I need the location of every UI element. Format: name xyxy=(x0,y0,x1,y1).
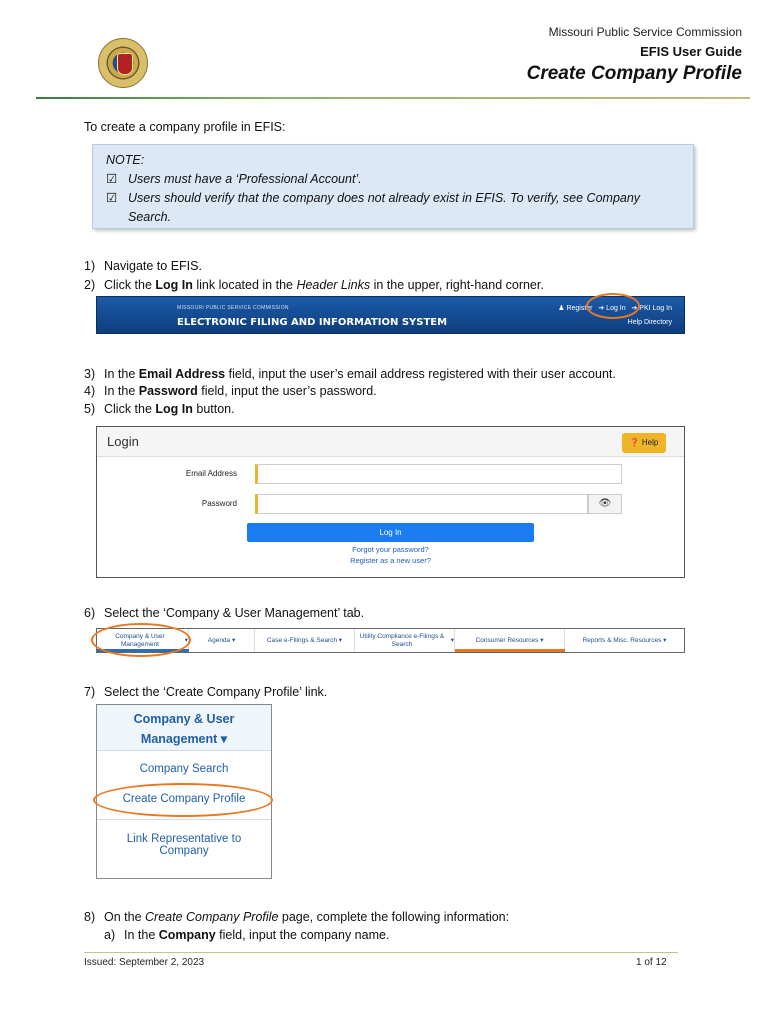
step-number: 6) xyxy=(84,606,96,620)
step-4 xyxy=(84,384,377,398)
step-3 xyxy=(84,367,616,381)
create-company-profile-link[interactable]: Create Company Profile xyxy=(122,793,246,805)
step-6 xyxy=(84,606,364,620)
step-text: in the upper, right-hand corner. xyxy=(370,278,544,292)
menu-item-line: Company xyxy=(159,845,209,857)
company-menu-screenshot xyxy=(96,704,272,879)
login-label: Log In xyxy=(606,305,626,312)
tab-label: Reports & Misc. Resources xyxy=(582,636,662,644)
login-button[interactable]: Log In xyxy=(247,523,534,542)
step-7 xyxy=(84,685,327,699)
header-organization: Missouri Public Service Commission xyxy=(548,25,742,39)
step-number: 5) xyxy=(84,402,96,416)
step-bold: Log In xyxy=(155,402,193,416)
note-item-text: Users must have a ‘Professional Account’. xyxy=(128,172,362,186)
register-link[interactable]: ♟ Register xyxy=(558,305,593,312)
register-new-user-link[interactable]: Register as a new user? xyxy=(350,556,431,565)
step-text: page, complete the following information: xyxy=(278,910,510,924)
step-1 xyxy=(84,259,202,273)
email-label: Email Address xyxy=(185,469,237,478)
login-panel-screenshot xyxy=(96,426,685,578)
step-8a xyxy=(104,928,389,942)
step-5 xyxy=(84,402,235,416)
link-representative-link[interactable] xyxy=(97,833,271,857)
page-title: Create Company Profile xyxy=(526,63,742,84)
step-bold: Password xyxy=(138,384,198,398)
note-item xyxy=(106,170,680,189)
page-number: 1 of 12 xyxy=(636,957,667,968)
efis-system-name: ELECTRONIC FILING AND INFORMATION SYSTEM xyxy=(177,317,448,328)
highlight-oval xyxy=(91,623,191,657)
step-text: button. xyxy=(192,402,235,416)
login-panel-header xyxy=(97,427,684,457)
tab-underline xyxy=(455,649,565,652)
step-text: field, input the user’s password. xyxy=(197,384,377,398)
nav-tab-strip-screenshot xyxy=(96,628,685,653)
step-number: 4) xyxy=(84,384,96,398)
step-text: Select the ‘Create Company Profile’ link. xyxy=(104,685,328,699)
email-field[interactable] xyxy=(255,464,622,484)
forgot-password-link[interactable]: Forgot your password? xyxy=(352,545,429,554)
step-italic: Create Company Profile xyxy=(145,910,279,924)
register-label: Register xyxy=(566,305,593,312)
mpsc-seal-logo xyxy=(98,38,148,88)
intro-text: To create a company profile in EFIS: xyxy=(84,120,286,134)
pki-login-label: PKI Log In xyxy=(639,305,672,312)
tab-utility-compliance[interactable]: Utility Compliance e-Filings & Search ▾ xyxy=(355,629,455,652)
step-number: a) xyxy=(104,928,116,942)
step-italic: Header Links xyxy=(296,278,371,292)
step-text: Click the xyxy=(104,402,156,416)
tab-reports-misc[interactable]: Reports & Misc. Resources ▾ xyxy=(582,636,667,644)
pki-login-link[interactable]: ➔ PKI Log In xyxy=(631,305,672,312)
tab-consumer-resources[interactable]: Consumer Resources ▾ xyxy=(455,629,565,652)
step-bold: Email Address xyxy=(138,367,226,381)
step-number: 3) xyxy=(84,367,96,381)
password-label: Password xyxy=(201,499,237,508)
header-divider xyxy=(36,97,750,99)
step-bold: Log In xyxy=(155,278,193,292)
step-number: 1) xyxy=(84,259,96,273)
menu-item-line: Link Representative to xyxy=(126,833,242,845)
highlight-oval xyxy=(586,293,640,319)
login-link[interactable]: ➔ Log In xyxy=(598,305,626,312)
step-text: field, input the user’s email address registered with their user account. xyxy=(225,367,616,381)
tab-label: Agenda xyxy=(207,636,231,644)
step-number: 2) xyxy=(84,278,96,292)
checkbox-icon: ☑ xyxy=(106,172,118,186)
step-text: On the xyxy=(104,910,145,924)
step-text: In the xyxy=(104,367,139,381)
menu-divider xyxy=(97,819,271,820)
step-text: Select the ‘Company & User Management’ tab. xyxy=(104,606,365,620)
password-field[interactable] xyxy=(255,494,588,514)
efis-org-text: MISSOURI PUBLIC SERVICE COMMISSION xyxy=(177,305,289,311)
header-guide-name: EFIS User Guide xyxy=(640,44,742,59)
tab-case-efilings[interactable]: Case e-Filings & Search ▾ xyxy=(255,629,355,652)
company-search-link[interactable]: Company Search xyxy=(139,763,229,775)
note-box xyxy=(92,144,694,229)
checkbox-icon: ☑ xyxy=(106,191,118,205)
menu-header[interactable] xyxy=(97,705,271,751)
footer-divider xyxy=(84,952,678,953)
note-label: NOTE: xyxy=(106,153,145,167)
step-text: In the xyxy=(104,384,139,398)
tab-label: Case e-Filings & Search xyxy=(266,636,337,644)
efis-header-bar-screenshot xyxy=(96,296,685,334)
chevron-down-icon: ▾ xyxy=(220,732,228,746)
help-directory-link[interactable]: Help Directory xyxy=(627,319,672,326)
tab-agenda[interactable]: Agenda ▾ xyxy=(189,629,255,652)
login-title: Login xyxy=(107,434,139,449)
tab-label: Utility Compliance e-Filings & Search xyxy=(359,632,445,648)
step-bold: Company xyxy=(158,928,216,942)
help-button[interactable]: ❓ Help xyxy=(622,433,666,453)
issued-date: Issued: September 2, 2023 xyxy=(84,957,205,968)
step-text: Click the xyxy=(104,278,156,292)
step-8 xyxy=(84,910,509,924)
step-number: 8) xyxy=(84,910,96,924)
tab-label: Consumer Resources xyxy=(475,636,539,644)
note-item-text: Users should verify that the company does not already exist in EFIS. To verify, see Company xyxy=(128,191,641,205)
tab-company-user-management[interactable]: Company & User Management ▾ xyxy=(97,629,189,652)
note-item-continuation: Search. xyxy=(128,210,172,224)
step-text: link located in the xyxy=(192,278,297,292)
step-2 xyxy=(84,278,544,292)
note-item xyxy=(106,189,680,208)
tab-label: Company & User Management xyxy=(115,632,165,648)
help-label: Help xyxy=(641,438,659,447)
step-number: 7) xyxy=(84,685,96,699)
highlight-oval xyxy=(93,783,273,817)
step-text: field, input the company name. xyxy=(215,928,390,942)
menu-header-text: Management xyxy=(140,732,218,746)
step-text: In the xyxy=(124,928,159,942)
menu-header-line xyxy=(97,729,271,749)
menu-header-line: Company & User xyxy=(133,712,235,726)
step-text: Navigate to EFIS. xyxy=(104,259,202,273)
show-password-icon[interactable]: 👁 xyxy=(588,494,622,514)
